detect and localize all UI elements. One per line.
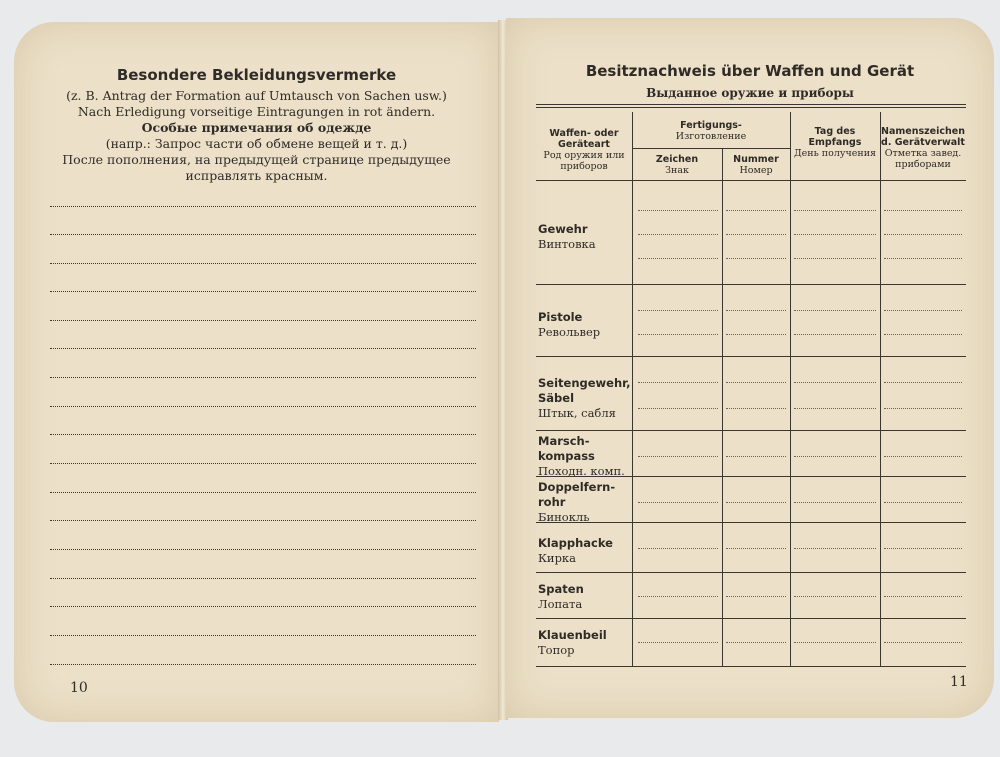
left-page-title: Besondere Bekleidungsvermerke: [116, 66, 397, 84]
row-label-ru: Походн. комп.: [538, 464, 625, 478]
right-page-title: Besitznachweis über Waffen und Gerät: [585, 62, 915, 80]
entry-line: [726, 310, 786, 311]
entry-line: [638, 456, 718, 457]
header-number: [722, 154, 790, 176]
entry-line: [726, 382, 786, 383]
table-column-rule: [880, 112, 881, 666]
entry-line: [884, 258, 962, 259]
entry-line: [794, 382, 876, 383]
entry-line: [638, 408, 718, 409]
entry-line: [884, 502, 962, 503]
table-column-rule: [790, 112, 791, 666]
header-manufacture: [632, 120, 790, 142]
ruled-line: [50, 320, 476, 321]
header-type-ru: Род оружия или приборов: [543, 150, 625, 172]
entry-line: [884, 210, 962, 211]
header-signature: [880, 126, 966, 170]
entry-line: [726, 548, 786, 549]
entry-line: [638, 234, 718, 235]
entry-line: [794, 596, 876, 597]
entry-line: [726, 234, 786, 235]
table-rule: [536, 284, 966, 285]
header-mark: [632, 154, 722, 176]
entry-line: [794, 408, 876, 409]
row-binoculars: [538, 480, 632, 525]
row-spade: [538, 582, 584, 612]
row-label-de: Doppelfern- rohr: [538, 480, 616, 509]
table-rule: [536, 104, 966, 105]
entry-line: [794, 502, 876, 503]
header-signature-de: Namenszeichen d. Gerätverwalt: [881, 126, 965, 148]
table-column-rule: [632, 112, 633, 666]
row-label-ru: Винтовка: [538, 237, 596, 251]
table-rule: [632, 148, 790, 149]
table-rule: [536, 430, 966, 431]
entry-line: [884, 382, 962, 383]
entry-line: [726, 258, 786, 259]
ruled-line: [50, 492, 476, 493]
header-date-de: Tag des Empfangs: [808, 126, 862, 148]
row-label-de: Spaten: [538, 582, 584, 596]
row-pistol: [538, 310, 600, 340]
left-note-ru-line-3: исправлять красным.: [185, 168, 328, 183]
ruled-line: [50, 348, 476, 349]
header-manufacture-de: Fertigungs-: [680, 120, 742, 131]
entry-line: [638, 548, 718, 549]
row-label-de: Marsch- kompass: [538, 434, 595, 463]
entry-line: [726, 408, 786, 409]
entry-line: [638, 502, 718, 503]
row-label-ru: Лопата: [538, 597, 583, 611]
row-rifle: [538, 222, 596, 252]
row-label-de: Pistole: [538, 310, 583, 324]
entry-line: [884, 310, 962, 311]
entry-line: [884, 456, 962, 457]
entry-line: [726, 334, 786, 335]
row-pickaxe: [538, 536, 613, 566]
left-note-ru-line-2: После пополнения, на предыдущей странице предыдущее: [62, 152, 451, 167]
entry-line: [638, 258, 718, 259]
ruled-line: [50, 234, 476, 235]
ruled-line: [50, 549, 476, 550]
header-type: [536, 128, 632, 172]
row-label-de: Seitengewehr, Säbel: [538, 376, 631, 405]
header-signature-ru: Отметка завед. приборами: [884, 148, 962, 170]
right-page: [506, 18, 994, 718]
row-label-ru: Кирка: [538, 551, 576, 565]
table-column-rule: [722, 148, 723, 666]
row-label-de: Klapphacke: [538, 536, 613, 550]
entry-line: [726, 596, 786, 597]
row-axe: [538, 628, 607, 658]
header-manufacture-ru: Изготовление: [675, 131, 747, 142]
entry-line: [726, 210, 786, 211]
left-page-title-ru: Особые примечания об одежде: [141, 120, 372, 135]
row-label-ru: Бинокль: [538, 510, 590, 524]
row-bayonet: [538, 376, 632, 421]
ruled-line: [50, 578, 476, 579]
header-mark-ru: Знак: [665, 165, 689, 176]
ruled-line: [50, 520, 476, 521]
header-type-de: Waffen- oder Geräteart: [549, 128, 619, 150]
entry-line: [638, 596, 718, 597]
row-label-ru: Штык, сабля: [538, 406, 616, 420]
header-number-de: Nummer: [733, 154, 779, 165]
page-number-left: 10: [70, 680, 88, 696]
row-compass: [538, 434, 632, 479]
header-date-ru: День получения: [793, 148, 877, 159]
table-rule: [536, 356, 966, 357]
entry-line: [638, 210, 718, 211]
entry-line: [794, 548, 876, 549]
ruled-line: [50, 635, 476, 636]
ruled-line: [50, 377, 476, 378]
left-page: [14, 22, 499, 722]
entry-line: [638, 310, 718, 311]
row-label-ru: Топор: [538, 643, 575, 657]
entry-line: [638, 382, 718, 383]
entry-line: [794, 456, 876, 457]
header-date: [790, 126, 880, 159]
entry-line: [884, 642, 962, 643]
entry-line: [638, 334, 718, 335]
entry-line: [884, 234, 962, 235]
left-note-line-1: (z. B. Antrag der Formation auf Umtausch von Sachen usw.): [66, 88, 447, 103]
left-note-line-2: Nach Erledigung vorseitige Eintragungen in rot ändern.: [77, 104, 436, 119]
ruled-line: [50, 263, 476, 264]
table-rule: [536, 666, 966, 667]
entry-line: [794, 334, 876, 335]
table-rule: [536, 572, 966, 573]
entry-line: [794, 258, 876, 259]
entry-line: [726, 642, 786, 643]
ruled-line: [50, 206, 476, 207]
table-rule: [536, 618, 966, 619]
entry-line: [726, 502, 786, 503]
left-note-ru-line-1: (напр.: Запрос части об обмене вещей и т. д.): [105, 136, 408, 151]
page-number-right: 11: [950, 674, 968, 690]
entry-line: [726, 456, 786, 457]
entry-line: [884, 334, 962, 335]
entry-line: [884, 596, 962, 597]
row-label-de: Klauenbeil: [538, 628, 607, 642]
entry-line: [794, 234, 876, 235]
table-rule: [536, 107, 966, 108]
ruled-line: [50, 606, 476, 607]
ruled-line: [50, 434, 476, 435]
entry-line: [794, 210, 876, 211]
row-label-ru: Револьвер: [538, 325, 601, 339]
header-mark-de: Zeichen: [655, 154, 699, 165]
entry-line: [638, 642, 718, 643]
entry-line: [884, 548, 962, 549]
ruled-line: [50, 463, 476, 464]
right-page-subtitle: Выданное оружие и приборы: [646, 86, 854, 100]
entry-line: [794, 642, 876, 643]
entry-line: [884, 408, 962, 409]
table-rule: [536, 180, 966, 181]
ruled-line: [50, 291, 476, 292]
row-label-de: Gewehr: [538, 222, 588, 236]
entry-line: [794, 310, 876, 311]
header-number-ru: Номер: [739, 165, 773, 176]
ruled-line: [50, 664, 476, 665]
ruled-line: [50, 406, 476, 407]
